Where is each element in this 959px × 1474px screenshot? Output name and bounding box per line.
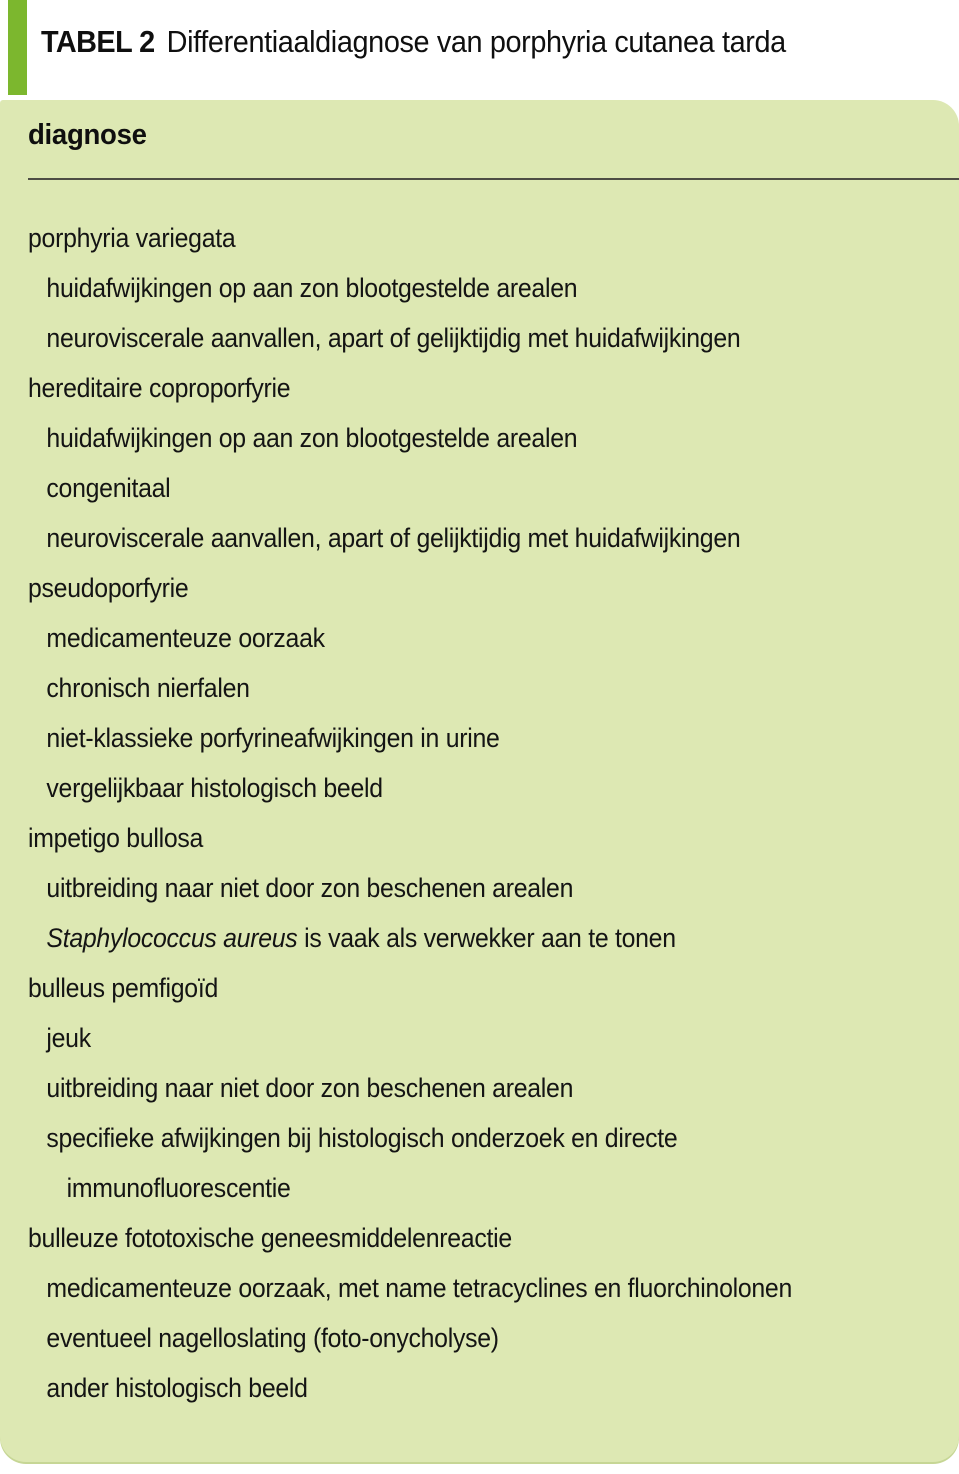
row-text: vergelijkbaar histologisch beeld xyxy=(46,773,383,803)
row-text: pseudoporfyrie xyxy=(28,573,189,603)
table-row-diagnosis xyxy=(28,813,885,863)
row-text: uitbreiding naar niet door zon beschenen arealen xyxy=(46,873,574,903)
row-text: is vaak als verwekker aan te tonen xyxy=(297,923,676,953)
row-text: congenitaal xyxy=(46,473,171,503)
row-text: porphyria variegata xyxy=(28,223,236,253)
row-text: neuroviscerale aanvallen, apart of gelijktijdig met huidafwijkingen xyxy=(46,323,741,353)
table-row-feature xyxy=(28,1113,885,1163)
row-text: huidafwijkingen op aan zon blootgestelde arealen xyxy=(46,423,578,453)
table-row-feature xyxy=(28,913,885,963)
row-text: bulleus pemfigoïd xyxy=(28,973,219,1003)
diagnosis-list xyxy=(28,213,959,1413)
table-row-feature xyxy=(28,313,885,363)
row-text: eventueel nagelloslating (foto-onycholyse) xyxy=(46,1323,499,1353)
row-text: bulleuze fototoxische geneesmiddelenreactie xyxy=(28,1223,512,1253)
table-caption-block xyxy=(0,0,959,100)
table-row-feature xyxy=(28,663,885,713)
table-row-diagnosis xyxy=(28,963,885,1013)
table-row-diagnosis xyxy=(28,563,885,613)
accent-bar xyxy=(8,0,27,95)
table-row-feature xyxy=(28,1313,885,1363)
table-row-feature xyxy=(28,413,885,463)
table-row-feature xyxy=(28,763,885,813)
header-rule xyxy=(28,178,959,180)
row-text: uitbreiding naar niet door zon beschenen arealen xyxy=(46,1073,574,1103)
table-row-diagnosis xyxy=(28,213,885,263)
row-text: ander histologisch beeld xyxy=(46,1373,308,1403)
table-title-text: Differentiaaldiagnose van porphyria cutanea tarda xyxy=(166,24,786,59)
table-caption xyxy=(41,24,786,60)
row-text: chronisch nierfalen xyxy=(46,673,250,703)
table-panel xyxy=(0,100,959,1462)
table-row-feature xyxy=(28,513,885,563)
table-row-diagnosis xyxy=(28,363,885,413)
row-text: niet-klassieke porfyrineafwijkingen in urine xyxy=(46,723,500,753)
row-text-italic: Staphylococcus aureus xyxy=(46,923,298,953)
row-text: hereditaire coproporfyrie xyxy=(28,373,291,403)
table-row-feature xyxy=(28,1013,885,1063)
table-row-feature xyxy=(28,613,885,663)
table-row-feature xyxy=(28,713,885,763)
table-row-feature xyxy=(28,863,885,913)
row-text: huidafwijkingen op aan zon blootgestelde arealen xyxy=(46,273,578,303)
row-text: medicamenteuze oorzaak, met name tetracyclines en fluorchinolonen xyxy=(46,1273,793,1303)
row-text: neuroviscerale aanvallen, apart of gelijktijdig met huidafwijkingen xyxy=(46,523,741,553)
row-text: specifieke afwijkingen bij histologisch onderzoek en directe xyxy=(46,1123,678,1153)
table-row-feature-continuation xyxy=(28,1163,885,1213)
table-row-feature xyxy=(28,1063,885,1113)
table-row-diagnosis xyxy=(28,1213,885,1263)
table-row-feature xyxy=(28,1263,885,1313)
row-text: jeuk xyxy=(46,1023,91,1053)
row-text: medicamenteuze oorzaak xyxy=(46,623,325,653)
row-text: impetigo bullosa xyxy=(28,823,204,853)
row-text: immunofluorescentie xyxy=(66,1173,291,1203)
table-number-label: TABEL 2 xyxy=(41,24,155,59)
table-row-feature xyxy=(28,263,885,313)
table-row-feature xyxy=(28,1363,885,1413)
column-header-diagnose: diagnose xyxy=(28,119,147,151)
table-row-feature xyxy=(28,463,885,513)
